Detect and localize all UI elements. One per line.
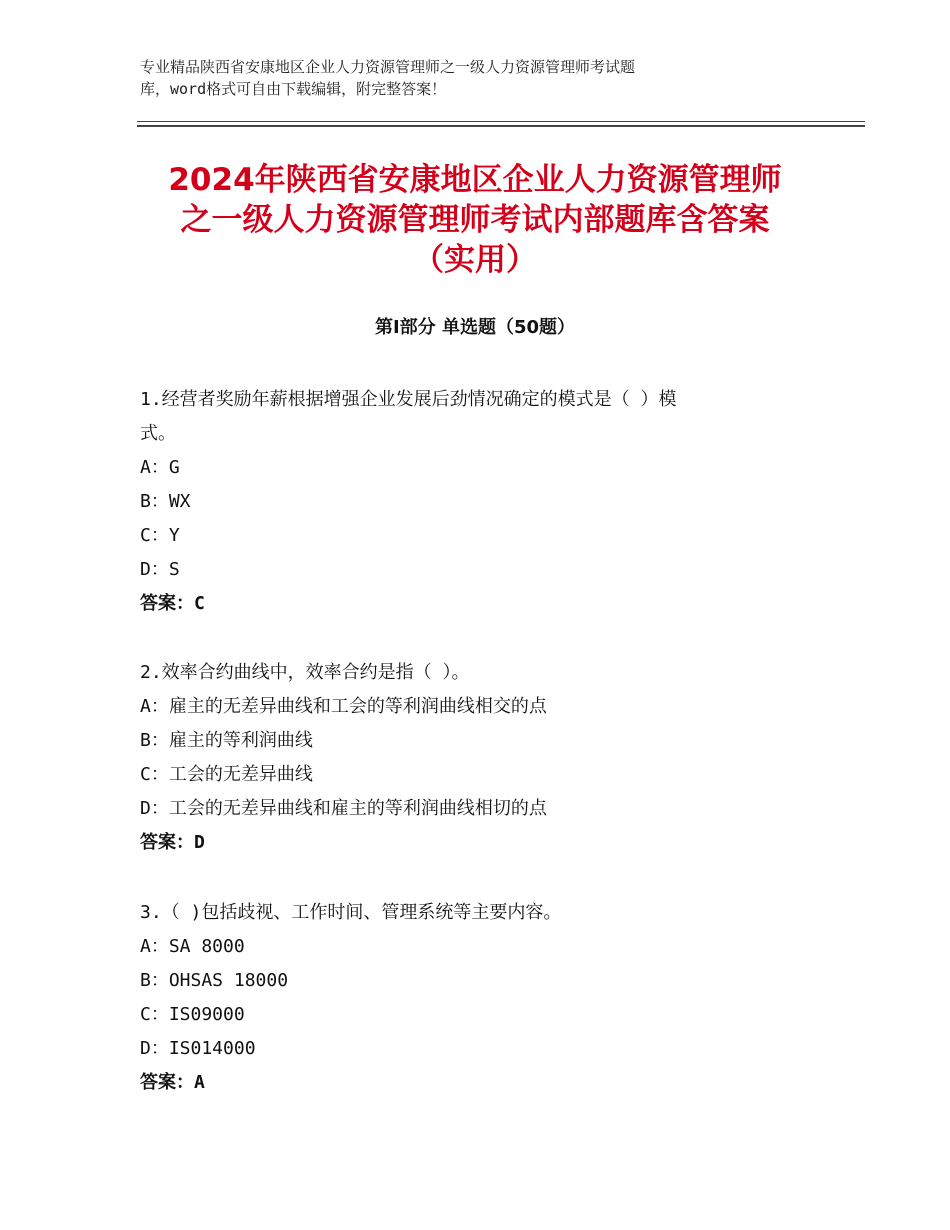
- option-c: C：IS09000: [140, 1004, 245, 1025]
- option-c: C：工会的无差异曲线: [140, 764, 313, 785]
- question-stem: 1.经营者奖励年薪根据增强企业发展后劲情况确定的模式是（ ）模: [140, 389, 677, 410]
- header-divider-thin: [137, 121, 865, 122]
- question-stem: 3.（ )包括歧视、工作时间、管理系统等主要内容。: [140, 902, 562, 923]
- header-note-line-2: 库，word格式可自由下载编辑，附完整答案！: [140, 80, 447, 98]
- question-stem: 2.效率合约曲线中，效率合约是指（ ）。: [140, 662, 470, 683]
- option-a: A：雇主的无差异曲线和工会的等利润曲线相交的点: [140, 696, 547, 717]
- option-d: D：S: [140, 559, 180, 580]
- answer-label: 答案：: [140, 832, 194, 853]
- question-3: [140, 896, 800, 1100]
- option-d: D：工会的无差异曲线和雇主的等利润曲线相切的点: [140, 798, 547, 819]
- question-2: [140, 656, 800, 860]
- question-stem-continued: 式。: [140, 423, 176, 444]
- option-c: C：Y: [140, 525, 180, 546]
- title-line-3: （实用）: [413, 242, 537, 278]
- answer: [140, 1066, 800, 1100]
- answer-label: 答案：: [140, 1072, 194, 1093]
- option-a: A：G: [140, 457, 180, 478]
- option-d: D：IS014000: [140, 1038, 256, 1059]
- option-b: B：雇主的等利润曲线: [140, 730, 313, 751]
- answer-value: C: [194, 593, 205, 614]
- title-line-2: 之一级人力资源管理师考试内部题库含答案: [180, 202, 770, 238]
- section-title: 第Ⅰ部分 单选题（50题）: [374, 317, 575, 338]
- answer: [140, 587, 800, 621]
- option-b: B：OHSAS 18000: [140, 970, 289, 991]
- option-a: A：SA 8000: [140, 936, 245, 957]
- answer-value: A: [194, 1072, 205, 1093]
- document-title: [120, 160, 830, 280]
- question-1: [140, 383, 800, 621]
- title-line-1: 2024年陕西省安康地区企业人力资源管理师: [168, 162, 782, 198]
- answer-label: 答案：: [140, 593, 194, 614]
- option-b: B：WX: [140, 491, 191, 512]
- header-note: [140, 56, 780, 100]
- answer-value: D: [194, 832, 205, 853]
- answer: [140, 826, 800, 860]
- header-note-line-1: 专业精品陕西省安康地区企业人力资源管理师之一级人力资源管理师考试题: [140, 58, 636, 76]
- header-divider-thick: [137, 125, 865, 127]
